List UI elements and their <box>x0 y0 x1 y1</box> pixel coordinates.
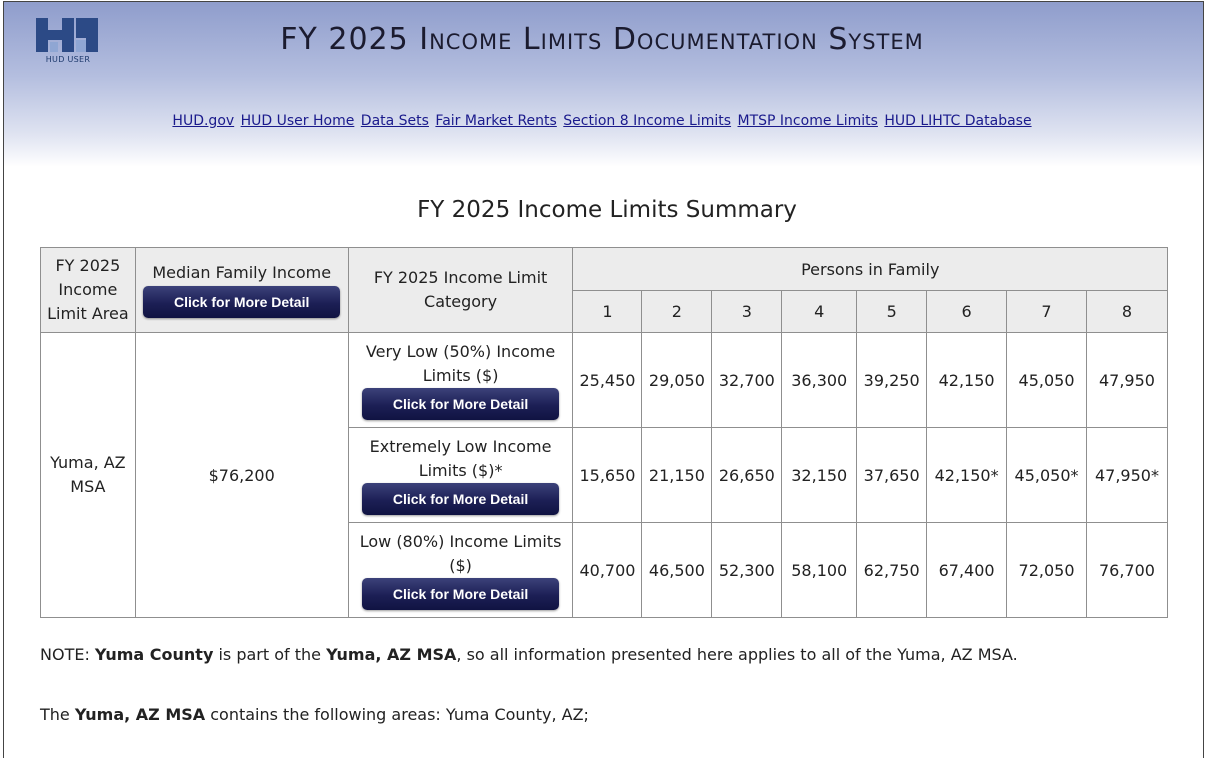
persons-col-7: 7 <box>1007 291 1087 333</box>
persons-col-5: 5 <box>857 291 927 333</box>
nav-link-hud-lihtc-database[interactable]: HUD LIHTC Database <box>884 113 1032 129</box>
nav-link-section8-income-limits[interactable]: Section 8 Income Limits <box>563 113 732 129</box>
logo-text: HUD USER <box>45 55 91 64</box>
table-cell: 40,700 <box>573 523 642 618</box>
col-header-area: FY 2025 Income Limit Area <box>41 248 136 333</box>
table-cell: 58,100 <box>782 523 857 618</box>
table-cell: 36,300 <box>782 333 857 428</box>
low-detail-button[interactable]: Click for More Detail <box>362 578 559 610</box>
table-cell: 45,050 <box>1007 333 1087 428</box>
areas-msa: Yuma, AZ MSA <box>74 705 206 724</box>
median-income-value: $76,200 <box>135 333 348 618</box>
table-cell: 47,950 <box>1086 333 1167 428</box>
col-header-median <box>135 248 348 333</box>
income-limits-table <box>40 247 1168 618</box>
note-county: Yuma County <box>94 645 214 664</box>
persons-col-3: 3 <box>712 291 782 333</box>
persons-col-6: 6 <box>927 291 1007 333</box>
table-row-very-low <box>41 333 1168 428</box>
category-label: Extremely Low Income Limits ($)* <box>369 437 552 480</box>
persons-col-8: 8 <box>1086 291 1167 333</box>
persons-col-4: 4 <box>782 291 857 333</box>
extremely-low-detail-button[interactable]: Click for More Detail <box>362 483 559 515</box>
page-heading: FY 2025 Income Limits Summary <box>417 197 797 223</box>
table-cell: 67,400 <box>927 523 1007 618</box>
table-cell: 21,150 <box>642 428 712 523</box>
nav-link-mtsp-income-limits[interactable]: MTSP Income Limits <box>737 113 878 129</box>
table-cell: 25,450 <box>573 333 642 428</box>
note-suffix: , so all information presented here applies to all of the Yuma, AZ MSA. <box>456 645 1018 664</box>
table-cell: 45,050* <box>1007 428 1087 523</box>
nav-link-hud-gov[interactable]: HUD.gov <box>172 113 235 129</box>
nav-link-data-sets[interactable]: Data Sets <box>360 113 429 129</box>
table-cell: 32,150 <box>782 428 857 523</box>
msa-areas <box>40 705 589 724</box>
areas-suffix: contains the following areas: Yuma County, AZ; <box>205 705 589 724</box>
category-very-low <box>348 333 573 428</box>
top-nav <box>4 113 1200 129</box>
table-cell: 39,250 <box>857 333 927 428</box>
table-cell: 37,650 <box>857 428 927 523</box>
table-cell: 15,650 <box>573 428 642 523</box>
category-low <box>348 523 573 618</box>
note-mid: is part of the <box>213 645 327 664</box>
table-cell: 46,500 <box>642 523 712 618</box>
table-cell: 52,300 <box>712 523 782 618</box>
col-header-category: FY 2025 Income Limit Category <box>348 248 573 333</box>
table-cell: 76,700 <box>1086 523 1167 618</box>
table-cell: 29,050 <box>642 333 712 428</box>
very-low-detail-button[interactable]: Click for More Detail <box>362 388 559 420</box>
table-cell: 47,950* <box>1086 428 1167 523</box>
nav-link-fair-market-rents[interactable]: Fair Market Rents <box>435 113 557 129</box>
note-msa: Yuma, AZ MSA <box>326 645 457 664</box>
persons-col-2: 2 <box>642 291 712 333</box>
note-prefix: NOTE: <box>40 645 95 664</box>
category-label: Low (80%) Income Limits ($) <box>359 532 562 575</box>
header-banner <box>4 2 1203 167</box>
table-cell: 32,700 <box>712 333 782 428</box>
col-header-persons: Persons in Family <box>573 248 1168 291</box>
page-frame <box>3 1 1204 758</box>
category-label: Very Low (50%) Income Limits ($) <box>365 342 556 385</box>
table-cell: 72,050 <box>1007 523 1087 618</box>
category-extremely-low <box>348 428 573 523</box>
persons-col-1: 1 <box>573 291 642 333</box>
site-title: FY 2025 Income Limits Documentation System <box>280 22 924 57</box>
median-detail-button[interactable]: Click for More Detail <box>143 286 340 318</box>
table-cell: 26,650 <box>712 428 782 523</box>
table-cell: 62,750 <box>857 523 927 618</box>
table-cell: 42,150 <box>927 333 1007 428</box>
nav-link-hud-user-home[interactable]: HUD User Home <box>240 113 355 129</box>
msa-note <box>40 645 1018 664</box>
table-cell: 42,150* <box>927 428 1007 523</box>
area-name: Yuma, AZ MSA <box>41 333 136 618</box>
areas-prefix: The <box>40 705 75 724</box>
median-label: Median Family Income <box>152 262 332 282</box>
